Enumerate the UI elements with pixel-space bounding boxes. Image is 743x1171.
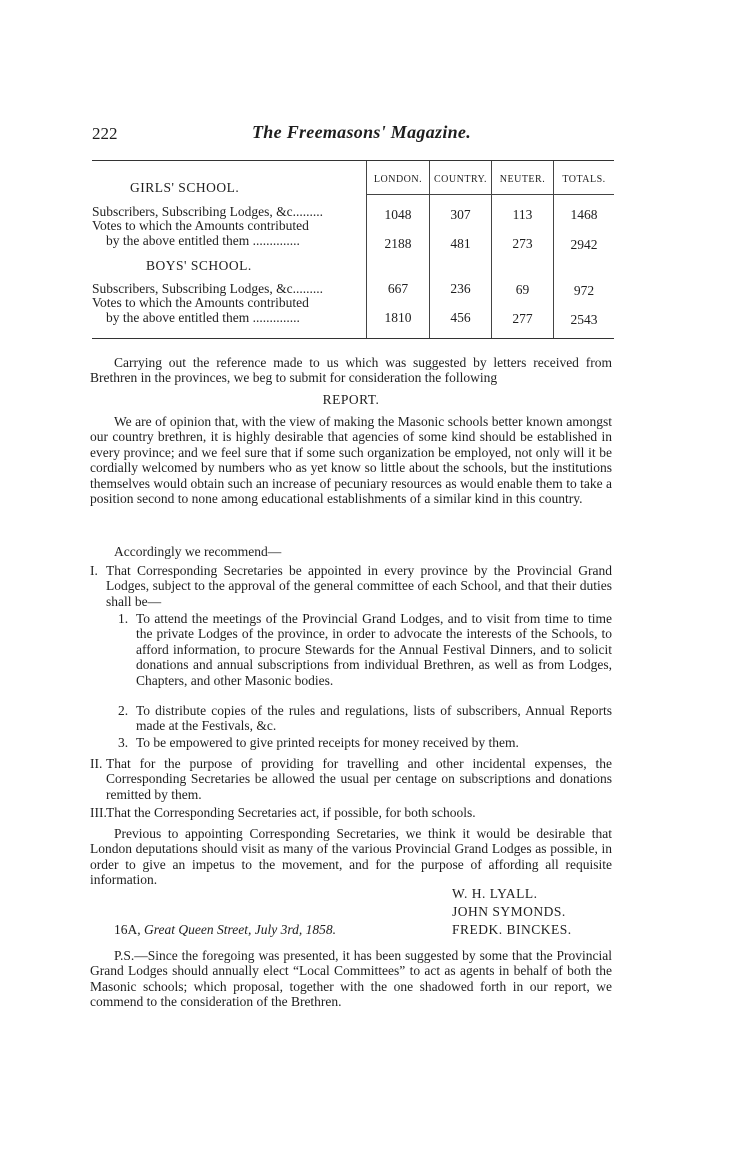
running-title: The Freemasons' Magazine. bbox=[252, 122, 472, 142]
table-top-rule bbox=[92, 160, 614, 161]
table-cell: 113 bbox=[512, 207, 533, 222]
recommendation-number: II. bbox=[90, 756, 103, 771]
table-cell: 307 bbox=[450, 207, 471, 222]
signature: JOHN SYMONDS. bbox=[452, 904, 566, 919]
row-label: by the above entitled them .............. bbox=[106, 233, 300, 248]
intro-paragraph: Carrying out the reference made to us which was suggested by letters received from Brethren in the provinces, we beg to submit for consideration the following bbox=[90, 355, 612, 386]
duty-number: 1. bbox=[118, 611, 129, 626]
address-number: 16A, bbox=[114, 922, 141, 937]
header-rule bbox=[367, 194, 614, 195]
duty-number: 2. bbox=[118, 703, 129, 718]
table-cell: 2188 bbox=[384, 236, 412, 251]
report-heading: REPORT. bbox=[322, 392, 380, 407]
recommendation-text: That the Corresponding Secretaries act, if possible, for both schools. bbox=[106, 805, 476, 820]
postscript-paragraph: P.S.—Since the foregoing was presented, it has been suggested by some that the Provincial Grand Lodges should annually elect “Local Committees” to act as agents in behalf of both the Masonic schools; which proposal, together with the one shadowed forth in our report, we commend to the consideration of the Brethren. bbox=[90, 948, 612, 1010]
row-label: by the above entitled them .............. bbox=[106, 310, 300, 325]
row-label: Votes to which the Amounts contributed bbox=[92, 295, 309, 310]
recommendation-text: That for the purpose of providing for travelling and other incidental expenses, the Corresponding Secretaries be allowed the usual per centage on subscriptions and donations remitted by them. bbox=[106, 756, 612, 802]
table-cell: 667 bbox=[387, 281, 409, 296]
address-place-date: Great Queen Street, July 3rd, 1858. bbox=[144, 922, 336, 937]
recommend-line: Accordingly we recommend— bbox=[114, 544, 282, 559]
recommendation-number: III. bbox=[90, 805, 107, 820]
duty-text: To distribute copies of the rules and regulations, lists of subscribers, Annual Reports made at the Festivals, &c. bbox=[136, 703, 612, 734]
duty-text: To be empowered to give printed receipts for money received by them. bbox=[136, 735, 519, 750]
column-header-totals: TOTALS. bbox=[562, 174, 606, 185]
table-bottom-rule bbox=[92, 338, 614, 339]
column-header-neuter: NEUTER. bbox=[499, 174, 546, 185]
page-number: 222 bbox=[92, 124, 118, 143]
column-header-country: COUNTRY. bbox=[434, 174, 487, 185]
table-cell: 69 bbox=[515, 282, 530, 297]
recommendation-text: That Corresponding Secretaries be appointed in every province by the Provincial Grand Lodges, subject to the approval of the general committee of each School, and that their duties shall be— bbox=[106, 563, 612, 609]
table-cell: 277 bbox=[512, 311, 533, 326]
column-header-london: LONDON. bbox=[373, 174, 423, 185]
table-cell: 456 bbox=[450, 310, 471, 325]
table-cell: 1810 bbox=[384, 310, 412, 325]
recommendation-number: I. bbox=[90, 563, 98, 578]
signature: FREDK. BINCKES. bbox=[452, 922, 572, 937]
row-label: Subscribers, Subscribing Lodges, &c......... bbox=[92, 281, 323, 296]
table-cell: 1468 bbox=[570, 207, 598, 222]
signature: W. H. LYALL. bbox=[452, 886, 538, 901]
table-cell: 2543 bbox=[570, 312, 598, 327]
table-cell: 2942 bbox=[570, 237, 598, 252]
duty-text: To attend the meetings of the Provincial Grand Lodges, and to visit from time to time the private Lodges of the province, in order to advocate the interests of the Schools, to afford information, to procure Stewards for the Annual Festival Dinners, and to solicit donations and annual subscriptions from individual Brethren, as well as from Lodges, Chapters, and other Masonic bodies. bbox=[136, 611, 612, 688]
table-cell: 273 bbox=[512, 236, 533, 251]
duty-number: 3. bbox=[118, 735, 129, 750]
section-title-girls: GIRLS' SCHOOL. bbox=[130, 180, 240, 195]
table-cell: 481 bbox=[450, 236, 471, 251]
table-cell: 1048 bbox=[384, 207, 412, 222]
row-label: Subscribers, Subscribing Lodges, &c......... bbox=[92, 204, 323, 219]
table-cell: 236 bbox=[450, 281, 471, 296]
report-paragraph: We are of opinion that, with the view of making the Masonic schools better known amongst our country brethren, it is highly desirable that agencies of some kind should be established in every province; and we feel sure that if some such organization be employed, not only will it be cordially welcomed by numbers who as yet know so little about the schools, but the institutions themselves would obtain such an increase of pecuniary resources as would enable them to take a position second to none among educational establishments of a similar kind in this country. bbox=[90, 414, 612, 507]
row-label: Votes to which the Amounts contributed bbox=[92, 218, 309, 233]
address-line bbox=[114, 922, 336, 938]
section-title-boys: BOYS' SCHOOL. bbox=[146, 258, 252, 273]
previous-paragraph: Previous to appointing Corresponding Secretaries, we think it would be desirable that London deputations should visit as many of the various Provincial Grand Lodges as possible, in order to give an impetus to the movement, and for the purpose of affording all requisite information. bbox=[90, 826, 612, 888]
table-cell: 972 bbox=[573, 283, 595, 298]
